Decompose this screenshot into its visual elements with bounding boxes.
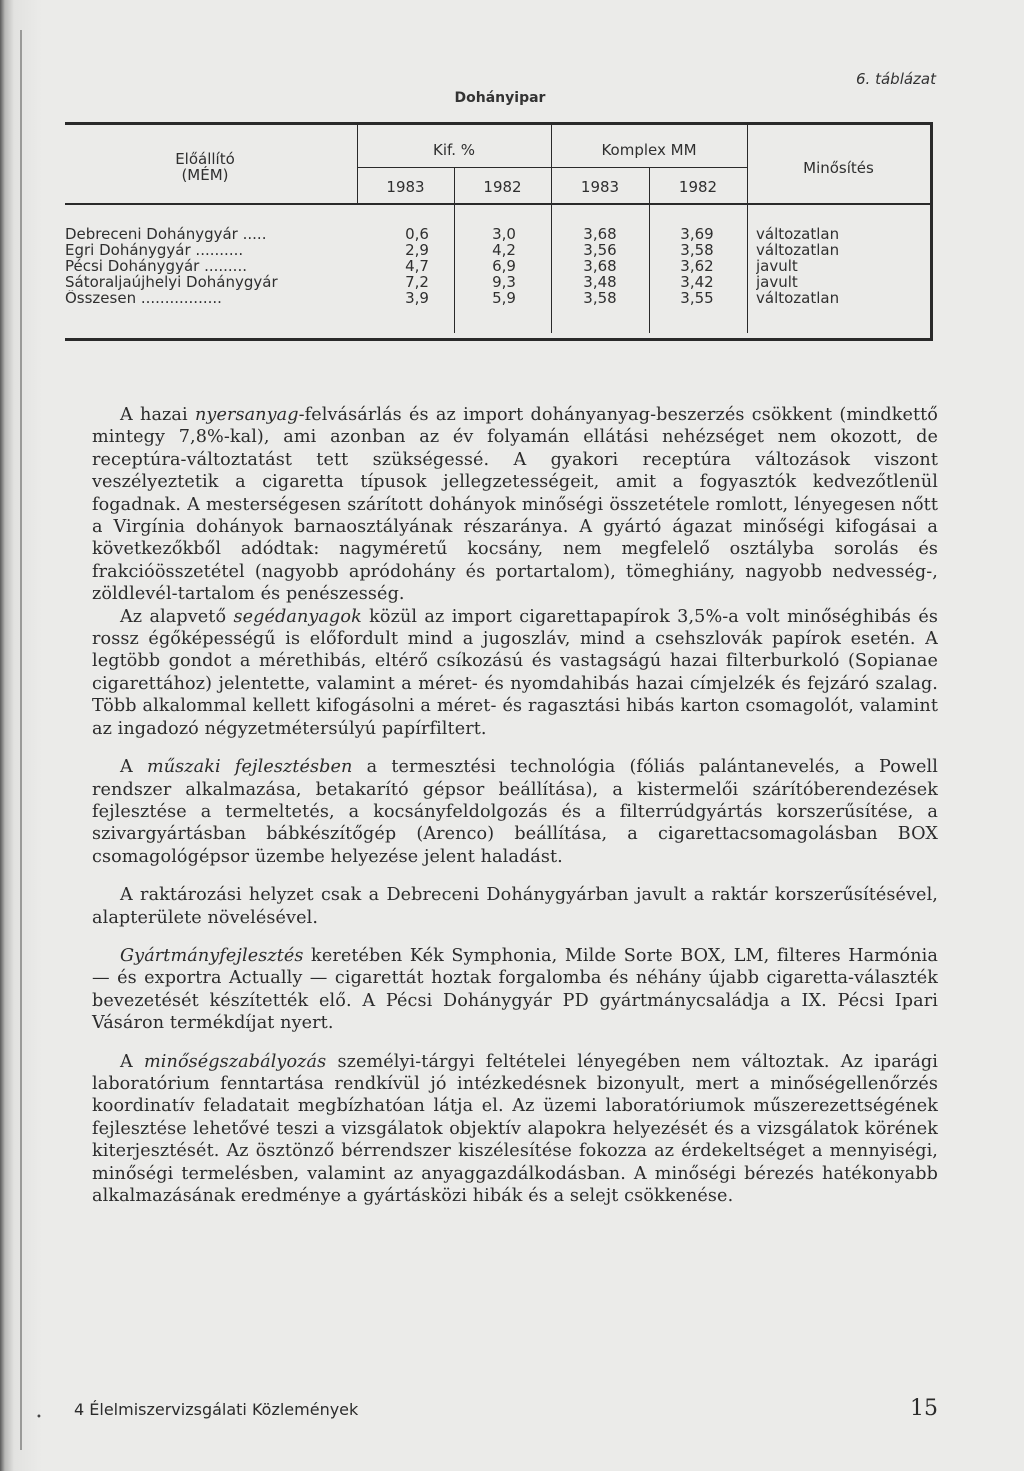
paragraph-product-development: Gyártmányfejlesztés keretében Kék Symphonia, Milde Sorte BOX, LM, filteres Harmónia — és exportra Actually — cigarettát hoztak forgalomba és néhány újabb cigaretta-választék bevezetését készítették elő. A Pécsi Dohánygyár PD gyártmánycsaládja a IX. Pécsi Ipari Vásáron termékdíjat nyert. — [92, 945, 938, 1034]
rating-values — [756, 226, 926, 306]
year-header-kif-1983: 1983 — [386, 178, 425, 196]
margin-mark: • — [36, 1412, 42, 1423]
year-header-mm-1983: 1983 — [580, 178, 620, 196]
rating-satoraljaujhely: javult — [756, 274, 798, 290]
row-name-pecs: Pécsi Dohánygyár ......... — [65, 258, 247, 274]
header-bottom-rule — [65, 203, 933, 205]
producer-header — [135, 151, 275, 183]
mm-1983-pecs: 3,68 — [583, 258, 617, 274]
emphasis-quality-control: minőségszabályozás — [144, 1051, 327, 1072]
paragraph-auxiliary-materials: Az alapvető segédanyagok közül az import cigarettapapírok 3,5%-a volt minőséghibás és rossz égőképességű is előfordult mind a jugoszláv, mind a csehszlovák papírok esetén. A legtöbb gondot a mérethibás, eltérő csíkozású és vastagságú hazai filterburkoló (Sopianae cigarettához) jelentette, valamint a méret- és nyomdahibás hazai címjelzék és fejzáró szalag. Több alkalommal kellett kifogásolni a méret- és ragasztási hibás karton csomagolót, valamint az ingadozó négyzetmétersúlyú papírfiltert. — [92, 606, 938, 739]
emphasis-raw-material: nyersanyag — [194, 405, 299, 425]
kif-1982-total: 5,9 — [492, 290, 516, 306]
emphasis-product-development: Gyártmányfejlesztés — [120, 945, 304, 966]
mm-1982-total: 3,55 — [680, 290, 714, 306]
row-name-debrecen: Debreceni Dohánygyár ..... — [65, 226, 267, 242]
producer-names — [65, 226, 349, 306]
rating-eger: változatlan — [756, 242, 840, 258]
body-text — [92, 404, 938, 1207]
emphasis-auxiliary-materials: segédanyagok — [233, 606, 362, 627]
kif-1983-total: 3,9 — [405, 290, 429, 306]
producer-header-line2: (MÉM) — [181, 166, 229, 184]
kif-1983-eger: 2,9 — [405, 242, 429, 258]
kif-1983-debrecen: 0,6 — [405, 226, 429, 242]
komplex-header: Komplex MM — [601, 141, 697, 159]
row-name-eger: Egri Dohánygyár .......... — [65, 242, 244, 258]
mm-1982-values — [667, 226, 727, 306]
table-label: 6. táblázat — [856, 70, 936, 88]
paragraph-technical-development: A műszaki fejlesztésben a termesztési technológia (fóliás palántanevelés, a Powell rendszer alkalmazása, betakarító gépsor beállítása), a kistermelői szárítóberendezések fejlesztése a termeltetés, a kocsányfeldolgozás és a filterrúdgyártás korszerűsítése, a szivargyártásban bábkészítőgép (Arenco) beállítása, a cigarettacsomagolásban BOX csomagológépsor üzembe helyezése jelent haladást. — [92, 757, 939, 867]
mm-1983-values — [570, 226, 630, 306]
mm-1983-satoraljaujhely: 3,48 — [583, 274, 617, 290]
mm-1982-eger: 3,58 — [680, 242, 714, 258]
table-right-border — [930, 122, 933, 341]
quality-table — [65, 122, 933, 344]
body-rule-5 — [747, 205, 748, 333]
kif-1983-pecs: 4,7 — [405, 258, 429, 274]
year-header-mm-1982: 1982 — [678, 178, 718, 196]
kif-1982-values — [474, 226, 534, 306]
paragraph-quality-control: A minőségszabályozás személyi-tárgyi feltételei lényegében nem változtak. Az iparági laboratórium fenntartása rendkívül jó intézkedésnek bizonyult, mert a minőségellenőrzés koordinatív feladatait megbízhatóan látja el. Az üzemi laboratóriumok műszerezettségének fejlesztése lehetővé teszi a vizsgálatok objektív alapokra helyezését és a vizsgálatok körének kiterjesztését. Az ösztönző bérrendszer kiszélesítése fokozza az érdekeltséget a mennyiségi, minőségi termelésben, valamint az anyaggazdálkodásban. A minőségi bérezés hatékonyabb alkalmazásának eredménye a gyártásközi hibák és a selejt csökkenése. — [92, 1051, 939, 1206]
kif-1982-pecs: 6,9 — [492, 258, 516, 274]
mm-1982-pecs: 3,62 — [680, 258, 714, 274]
body-rule-4 — [649, 205, 650, 333]
kif-1982-eger: 4,2 — [492, 242, 516, 258]
year-header-kif-1982: 1982 — [483, 178, 522, 196]
running-head: Dohányipar — [454, 90, 546, 106]
paragraph-storage: A raktározási helyzet csak a Debreceni Dohánygyárban javult a raktár korszerűsítésével, alapterülete növelésével. — [92, 885, 938, 928]
kif-1983-satoraljaujhely: 7,2 — [405, 274, 429, 290]
footer-signature: 4 Élelmiszervizsgálati Közlemények — [74, 1400, 359, 1419]
rating-total: változatlan — [756, 290, 840, 306]
mm-1983-eger: 3,56 — [583, 242, 617, 258]
kif-1982-satoraljaujhely: 9,3 — [492, 274, 516, 290]
table-bottom-rule — [65, 338, 933, 341]
mm-1982-debrecen: 3,69 — [680, 226, 714, 242]
rating-pecs: javult — [756, 258, 798, 274]
scan-binding-line — [20, 30, 22, 1450]
table-top-rule — [65, 122, 933, 125]
mm-1983-total: 3,58 — [583, 290, 617, 306]
row-name-total: Összesen ................. — [65, 290, 222, 306]
emphasis-technical-development: műszaki fejlesztésben — [146, 757, 353, 778]
body-rule-3 — [551, 205, 552, 333]
body-rule-2 — [454, 205, 455, 333]
kif-1983-values — [387, 226, 447, 306]
paragraph-raw-materials: A hazai nyersanyag-felvásárlás és az import dohányanyag-beszerzés csökkent (mindkettő mintegy 7,8%-kal), ami azonban az év folyamán ellátási nehézséget nem okozott, de receptúra-változtatást tett szükségessé. A gyakori receptúra változások viszont veszélyeztetik a cigaretta típusok jellegzetességeit, amit a fogyasztók kedvezőtlenül fogadnak. A mesterségesen szárított dohányok minőségi összetétele romlott, lényegesen nőtt a Virgínia dohányok barnaosztályának részaránya. A gyártó ágazat minőségi kifogásai a következőkből adódtak: nagyméretű kocsány, nem megfelelő osztályba sorolás és frakcióösszetétel (nagyobb apródohány és portartalom), tömeghiány, nagyobb nedvesség-, zöldlevél-tartalom és penészesség. — [92, 405, 938, 605]
kif-1982-debrecen: 3,0 — [492, 226, 516, 242]
row-name-satoraljaujhely: Sátoraljaújhelyi Dohánygyár — [65, 274, 278, 290]
page-number: 15 — [910, 1396, 938, 1421]
rating-header: Minősítés — [803, 159, 874, 177]
mm-1983-debrecen: 3,68 — [583, 226, 617, 242]
kif-header: Kif. % — [433, 141, 475, 159]
mm-1982-satoraljaujhely: 3,42 — [680, 274, 714, 290]
rating-debrecen: változatlan — [756, 226, 840, 242]
producer-header-line1: Előállító — [175, 150, 235, 168]
